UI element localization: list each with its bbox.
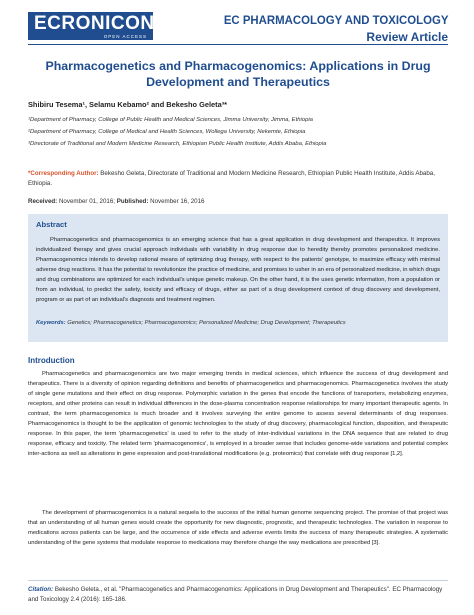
author-list: Shibiru Tesema¹, Selamu Kebamo² and Bekesho Geleta³* <box>28 100 228 109</box>
affiliation-1: ¹Department of Pharmacy, College of Public Health and Medical Sciences, Jimma University, Jimma, Ethiopia <box>28 117 313 123</box>
intro-paragraph-1: Pharmacogenetics and pharmacogenomics are two major emerging trends in medical sciences, which influence the success of drug development and therapeutics. There is a diversity of opinion regarding definitions and benefits of pharmacogenetics and pharmacogenomics. Pharmacogenetics involves the study of single gene mutations and their effect on drug response. Polymorphic variation in the genes that encode the functions of transporters, metabolizing enzymes, receptors, and other proteins can result in individual differences in the dose-plasma concentration response relationships for many important therapeutic agents. In contrast, the term pharmacogenomics is much broader and it involves surveying the entire genome to assess several determinants of drug responses. Pharmacogenomics is thought to be the application of genomic technologies to the study of drug discovery, pharmacological function, disposition, and therapeutic response. In this paper, the term 'pharmacogenetics' is used to refer to the study of inter-individual variations in the DNA sequence that are related to drug response, efficacy and toxicity. The related term 'pharmacogenomics', is employed in a broader sense that includes genome-wide variations and potential complex inter-actions as well as alterations in gene expression and post-translational modifications (e.g. proteomics) that correlate with drug response [1,2]. <box>28 371 448 457</box>
abstract-box <box>28 214 448 342</box>
article-dates <box>28 198 204 205</box>
citation-label: Citation: <box>28 586 54 593</box>
affiliation-3: ³Directorate of Traditional and Modern Medicine Research, Ethiopian Public Health Institute, Addis Ababa, Ethiopia <box>28 141 327 147</box>
article-type: Review Article <box>366 30 448 44</box>
logo-subtext: OPEN ACCESS <box>103 34 147 39</box>
published-label: Published: <box>116 198 149 205</box>
received-label: Received: <box>28 198 58 205</box>
keywords <box>36 320 440 326</box>
introduction-heading: Introduction <box>28 356 75 365</box>
citation <box>28 585 448 605</box>
paper-title: Pharmacogenetics and Pharmacogenomics: Applications in Drug Development and Therapeutics <box>45 59 431 89</box>
publisher-logo <box>28 12 153 40</box>
logo-text: ECRONICON <box>34 13 155 34</box>
abstract-text: Pharmacogenetics and pharmacogenomics is an emerging science that has a great application in drug development and therapeutics. It improves individualized therapy and gives crucial approach individuals with variability in drug response due to heredity thereby promotes personalized medicine. Pharmacogenomics intends to develop rational means of optimizing drug therapy, with respect to the patients' genotype, to maximize efficacy with minimal adverse drug reactions. It has the potential to revolutionize the practice of medicine, and promises to usher in an era of personalized medicine, in which drugs and drug combinations are optimized for each individual's unique genetic makeup. On the other hand, it is the uses genetic information, from a population or from an individual, to predict the safety, toxicity and efficacy of drugs, either as part of a drug development context of drug discovery and development, program or as part of an individual's diagnosis and treatment regimen. <box>36 237 440 303</box>
corresponding-label: *Corresponding Author: <box>28 170 99 177</box>
header-divider <box>28 44 448 45</box>
citation-text: Bekesho Geleta., et al. "Pharmacogenetics and Pharmacogenomics: Applications in Drug Development and Therapeutics". EC Pharmacology and Toxicology 2.4 (2016): 165-186. <box>28 586 443 603</box>
corresponding-author <box>28 169 444 189</box>
intro-paragraph-2: The development of pharmacogenomics is a natural sequela to the success of the initial human genome sequencing project. The promise of that project was that an understanding of all human genes would create the opportunity for new diagnostic, prognostic, and therapeutic technologies. The variation in response to medications across patients can be large, and the occurrence of side effects and adverse events limits the success of many therapeutic strategies. A systematic understanding of the gene systems that modulate response to medications may therefore change the way medications are prescribed [3]. <box>28 510 448 546</box>
received-date: November 01, 2016; <box>57 198 117 205</box>
journal-name: EC PHARMACOLOGY AND TOXICOLOGY <box>223 13 448 27</box>
corresponding-text: Bekesho Geleta, Directorate of Traditional and Modern Medicine Research, Ethiopian Public Health Institute, Addis Ababa, Ethiopia. <box>28 170 435 187</box>
abstract-heading: Abstract <box>36 220 67 229</box>
keywords-text: Genetics; Pharmacogenetics; Pharmacogenomics; Personalized Medicine; Drug Development; Therapeutics <box>65 320 346 326</box>
affiliation-2: ²Department of Pharmacy, College of Medical and Health Sciences, Wollega University, Nekemte, Ethiopia <box>28 129 306 135</box>
footer-divider <box>28 580 448 581</box>
published-date: November 16, 2016 <box>148 198 205 205</box>
keywords-label: Keywords: <box>36 320 66 326</box>
